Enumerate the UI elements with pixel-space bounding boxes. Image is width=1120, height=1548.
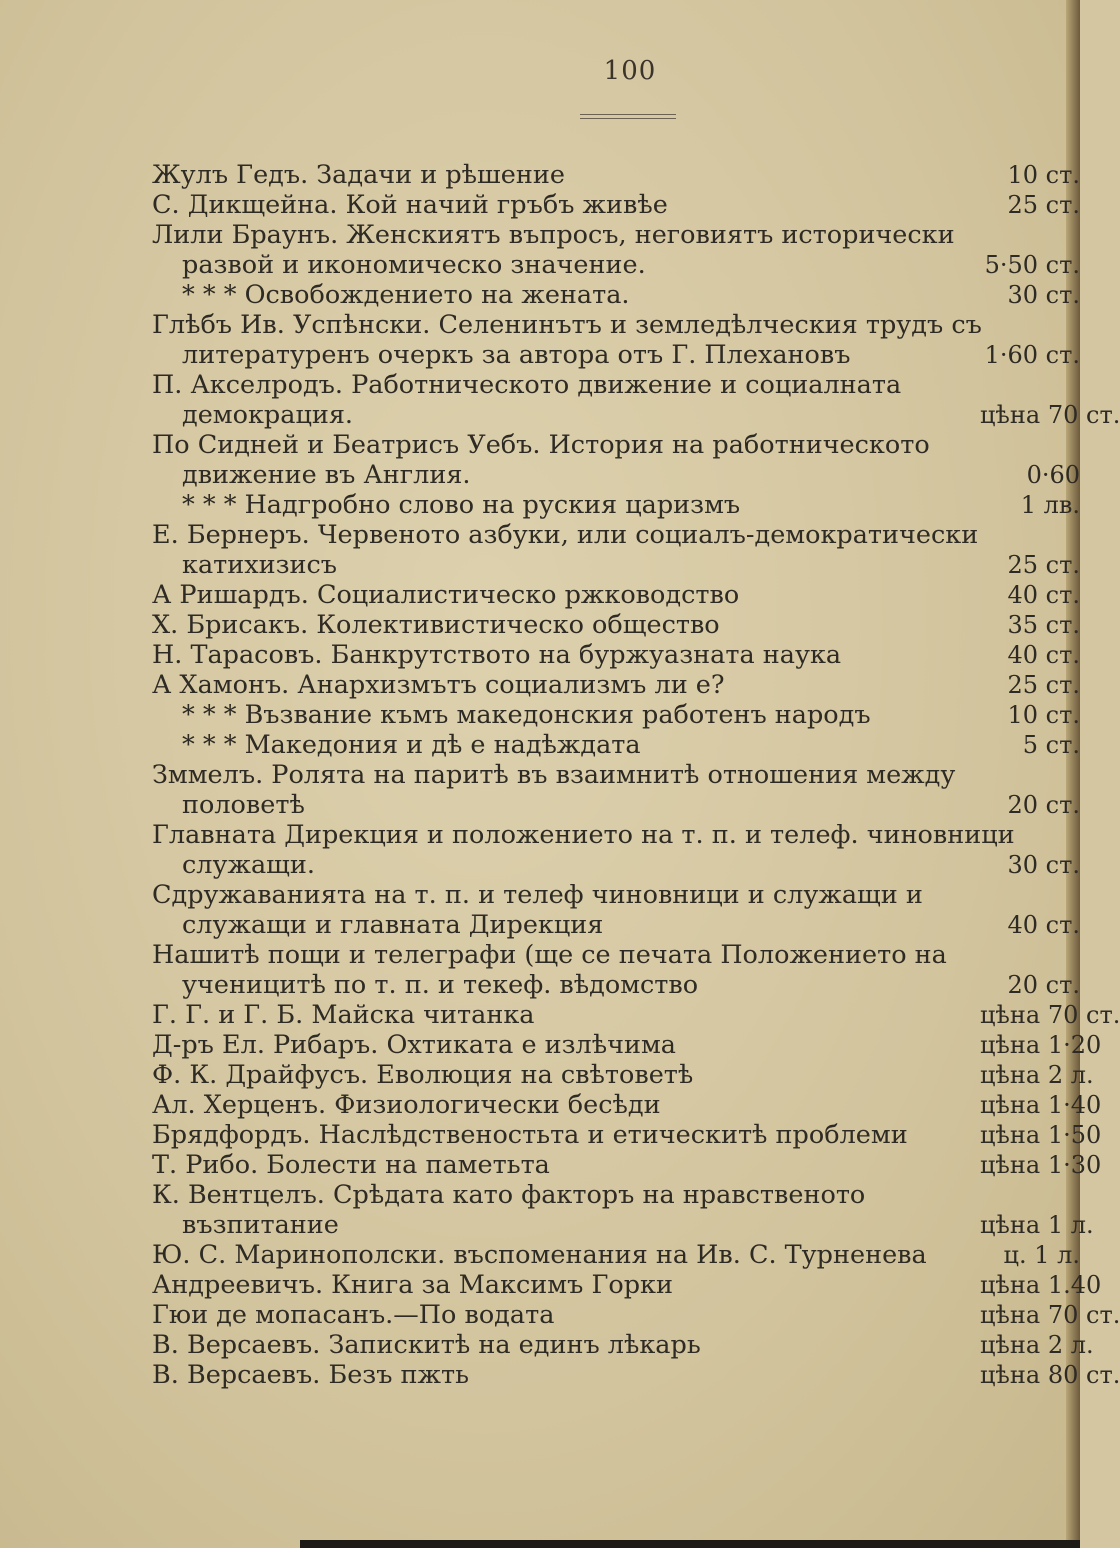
- book-entry-price: 40 ст.: [1007, 911, 1080, 939]
- book-entry-title: Т. Рибо. Болести на паметьта: [152, 1150, 550, 1180]
- book-entry-title: * * * Македония и дѣ е надѣждата: [182, 730, 641, 760]
- book-entry: [152, 520, 1080, 580]
- book-entry: [152, 310, 1080, 370]
- book-entry-price: 10 ст.: [1007, 161, 1080, 189]
- book-entry: [152, 700, 1080, 730]
- book-entry-price: 1·60 ст.: [984, 341, 1080, 369]
- book-entry: [152, 1180, 1094, 1240]
- book-entry-title: Г. Г. и Г. Б. Майска читанка: [152, 1000, 535, 1030]
- book-entry: [152, 670, 1080, 700]
- book-entry-price: 1 лв.: [1020, 491, 1080, 519]
- book-entry: [152, 1120, 1102, 1150]
- book-entry: [152, 820, 1080, 880]
- book-entry-title: Гюи де мопасанъ.—По водата: [152, 1300, 555, 1330]
- book-entry: [152, 190, 1080, 220]
- header-rule: [580, 114, 676, 119]
- page-bottom-edge: [300, 1540, 1080, 1548]
- book-entry: [152, 940, 1080, 1000]
- book-entry: [152, 1000, 1120, 1030]
- book-entry-price: цѣна 2 л.: [980, 1331, 1094, 1359]
- book-entry-price: 25 ст.: [1007, 191, 1080, 219]
- book-entry-price: 25 ст.: [1007, 671, 1080, 699]
- book-entry: [152, 160, 1080, 190]
- book-entry-price: цѣна 1·20: [980, 1031, 1102, 1059]
- book-entry-title: К. Вентцелъ. Срѣдата като факторъ на нравственото възпитание: [152, 1180, 866, 1240]
- book-entry-title: С. Дикщейна. Кой начий гръбъ живѣе: [152, 190, 668, 220]
- book-entry-price: цѣна 70 ст.: [980, 1001, 1120, 1029]
- book-entry: [152, 580, 1080, 610]
- book-entry-title: Глѣбъ Ив. Успѣнски. Селенинътъ и земледѣлческия трудъ съ литературенъ очеркъ за автора отъ Г. Плехановъ: [152, 310, 982, 370]
- book-entry-price: 30 ст.: [1007, 281, 1080, 309]
- book-entry: [152, 640, 1080, 670]
- book-entry-title: Андреевичъ. Книга за Максимъ Горки: [152, 1270, 673, 1300]
- book-entry: [152, 1150, 1102, 1180]
- book-entry-price: цѣна 80 ст.: [980, 1361, 1120, 1389]
- book-entry-price: цѣна 1·50: [980, 1121, 1102, 1149]
- book-entry-price: цѣна 1·40: [980, 1091, 1102, 1119]
- book-entry-title: По Сидней и Беатрисъ Уебъ. История на работническото движение въ Англия.: [152, 430, 930, 490]
- book-entry: [152, 1270, 1102, 1300]
- book-entry-title: * * * Възвание къмъ македонския работенъ народъ: [182, 700, 871, 730]
- book-entry-price: 5·50 ст.: [984, 251, 1080, 279]
- book-entry-price: 0·60: [1026, 461, 1080, 489]
- book-entry-price: ц. 1 л.: [1003, 1241, 1080, 1269]
- book-entry: [152, 430, 1080, 490]
- book-entry-title: Сдружаванията на т. п. и телеф чиновници и служащи и служащи и главната Дирекция: [152, 880, 923, 940]
- book-entry-price: цѣна 1 л.: [980, 1211, 1094, 1239]
- book-entry-title: В. Версаевъ. Безъ пжть: [152, 1360, 469, 1390]
- book-entry-price: цѣна 70 ст.: [980, 1301, 1120, 1329]
- book-entry: [152, 880, 1080, 940]
- book-entry-title: Ю. С. Маринополски. въспоменания на Ив. С. Турненева: [152, 1240, 927, 1270]
- book-entry-title: Ал. Херценъ. Физиологически бесѣди: [152, 1090, 661, 1120]
- book-entry-title: Главната Дирекция и положението на т. п. и телеф. чиновници служащи.: [152, 820, 1015, 880]
- book-entry: [152, 280, 1080, 310]
- book-entry: [152, 1300, 1120, 1330]
- book-entry-price: 40 ст.: [1007, 641, 1080, 669]
- book-entry-title: Брядфордъ. Наслѣдственостьта и етическитѣ проблеми: [152, 1120, 908, 1150]
- book-entry-title: * * * Надгробно слово на руския царизмъ: [182, 490, 741, 520]
- book-entry-price: 35 ст.: [1007, 611, 1080, 639]
- book-entry: [152, 1360, 1120, 1390]
- book-entry-price: 25 ст.: [1007, 551, 1080, 579]
- book-entry: [152, 490, 1080, 520]
- book-entry: [152, 1240, 1080, 1270]
- book-entry: [152, 1030, 1102, 1060]
- book-entry-title: А Ришардъ. Социалистическо ржководство: [152, 580, 740, 610]
- book-entry-title: Ф. К. Драйфусъ. Еволюция на свѣтоветѣ: [152, 1060, 694, 1090]
- book-entry-title: Х. Брисакъ. Колективистическо общество: [152, 610, 720, 640]
- book-entry: [152, 370, 1120, 430]
- page-number: 100: [603, 56, 657, 86]
- book-entry: [152, 760, 1080, 820]
- book-entry: [152, 1090, 1102, 1120]
- book-entry-price: 20 ст.: [1007, 791, 1080, 819]
- book-entry-title: Е. Бернеръ. Червеното азбуки, или социалъ-демократически катихизисъ: [152, 520, 979, 580]
- book-entry-price: 10 ст.: [1007, 701, 1080, 729]
- book-listing: [152, 160, 1120, 1540]
- book-entry-title: Н. Тарасовъ. Банкрутството на буржуазната наука: [152, 640, 842, 670]
- book-entry-title: П. Акселродъ. Работническото движение и социалната демокрация.: [152, 370, 902, 430]
- book-entry: [152, 220, 1080, 280]
- book-entry-price: 40 ст.: [1007, 581, 1080, 609]
- book-entry-title: А Хамонъ. Анархизмътъ социализмъ ли е?: [152, 670, 725, 700]
- book-entry-price: 5 ст.: [1022, 731, 1080, 759]
- book-entry-title: * * * Освобождението на жената.: [182, 280, 630, 310]
- book-entry: [152, 730, 1080, 760]
- book-entry-title: Лили Браунъ. Женскиятъ въпросъ, неговиятъ исторически развой и икономическо значение.: [152, 220, 955, 280]
- book-entry-title: Нашитѣ пощи и телеграфи (ще се печата Положението на ученицитѣ по т. п. и текеф. вѣдомство: [152, 940, 947, 1000]
- book-entry-title: Жулъ Гедъ. Задачи и рѣшение: [152, 160, 565, 190]
- book-entry: [152, 1330, 1094, 1360]
- book-entry-price: 20 ст.: [1007, 971, 1080, 999]
- book-entry-price: цѣна 1.40: [980, 1271, 1102, 1299]
- book-entry-price: цѣна 70 ст.: [980, 401, 1120, 429]
- book-entry-price: цѣна 2 л.: [980, 1061, 1094, 1089]
- book-entry: [152, 610, 1080, 640]
- book-entry-title: Д-ръ Ел. Рибаръ. Охтиката е излѣчима: [152, 1030, 677, 1060]
- book-entry-price: 30 ст.: [1007, 851, 1080, 879]
- book-entry-title: В. Версаевъ. Запискитѣ на единъ лѣкарь: [152, 1330, 701, 1360]
- book-entry-price: цѣна 1·30: [980, 1151, 1102, 1179]
- book-entry-title: Зммелъ. Ролята на паритѣ въ взаимнитѣ отношения между половетѣ: [152, 760, 956, 820]
- book-entry: [152, 1060, 1094, 1090]
